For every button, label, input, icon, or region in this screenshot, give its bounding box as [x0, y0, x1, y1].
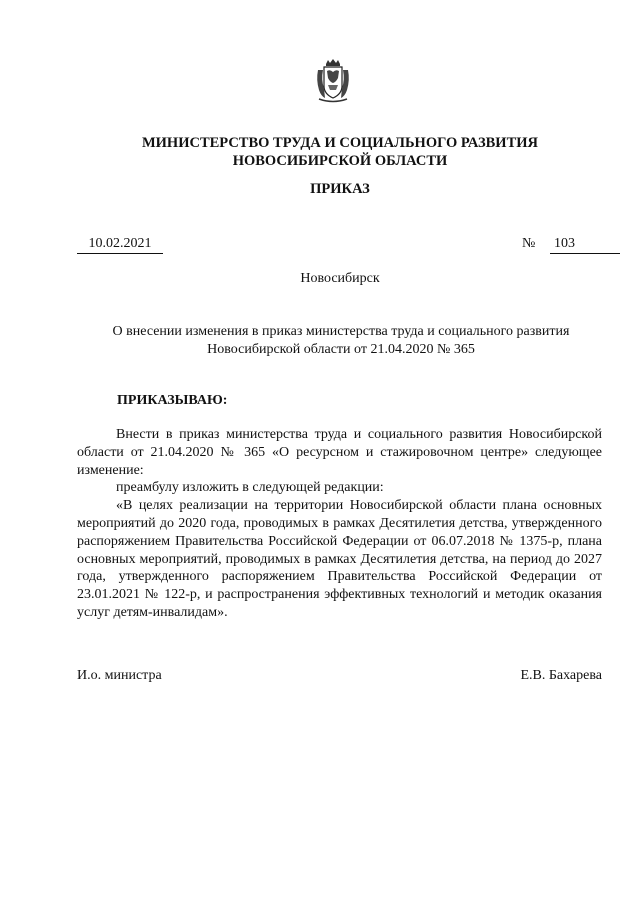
signatory-name: Е.В. Бахарева [520, 668, 602, 683]
document-body [77, 426, 602, 622]
document-subject [60, 323, 622, 359]
number-sign: № [522, 236, 536, 251]
document-date: 10.02.2021 [77, 236, 163, 254]
ministry-name-line2: НОВОСИБИРСКОЙ ОБЛАСТИ [232, 153, 448, 169]
document-type-title: ПРИКАЗ [310, 181, 370, 197]
order-word: ПРИКАЗЫВАЮ: [117, 393, 228, 408]
subject-line1: О внесении изменения в приказ министерства труда и социального развития [112, 324, 570, 339]
signatory-position: И.о. министра [77, 668, 162, 683]
coat-of-arms-icon [315, 58, 351, 104]
body-paragraph-1: Внести в приказ министерства труда и социального развития Новосибирской области от 21.04.2020 № 365 «О ресурсном и стажировочном центре» следующее изменение: [77, 427, 602, 478]
body-paragraph-3: «В целях реализации на территории Новосибирской области плана основных мероприятий до 2020 года, проводимых в рамках Десятилетия детства, утвержденного распоряжением Правительства Российской Федерации от 06.07.2018 № 1375-р, плана основных мероприятий, проводимых в рамках Десятилетия детства, на период до 2027 года, утвержденного распоряжением Правительства Российской Федерации от 23.01.2021 № 122-р, и распространения эффективных технологий и методик оказания услуг детям-инвалидам». [77, 498, 602, 620]
ministry-name-line1: МИНИСТЕРСТВО ТРУДА И СОЦИАЛЬНОГО РАЗВИТИЯ [141, 135, 539, 151]
subject-line2: Новосибирской области от 21.04.2020 № 365 [207, 342, 475, 357]
document-number: 103 [550, 236, 620, 254]
city-name: Новосибирск [300, 271, 380, 286]
body-paragraph-2: преамбулу изложить в следующей редакции: [116, 480, 384, 496]
